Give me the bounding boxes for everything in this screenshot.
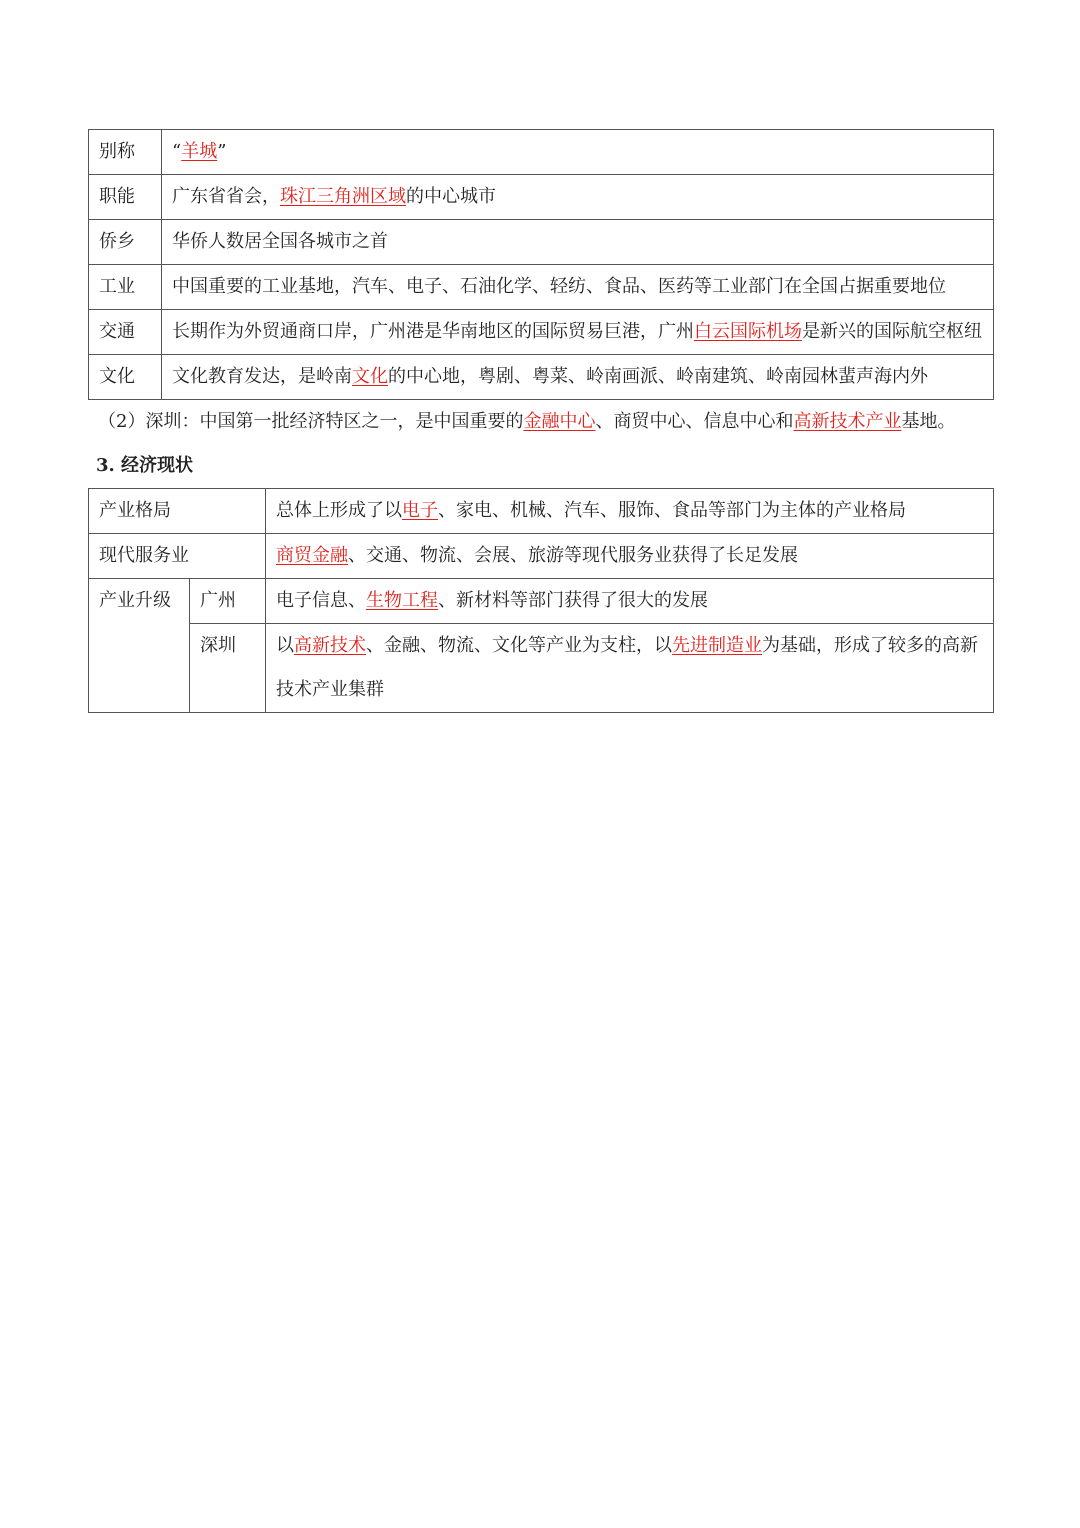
highlighted-term: 电子: [402, 500, 438, 521]
row-content: [162, 175, 994, 220]
text-run: 、交通、物流、会展、旅游等现代服务业获得了长足发展: [348, 545, 798, 566]
highlighted-term: 羊城: [181, 141, 218, 162]
text-run: 是新兴的国际航空枢纽: [802, 321, 982, 342]
highlighted-term: 高新技术产业: [793, 411, 902, 432]
text-run: 电子信息、: [276, 590, 366, 611]
row-content: [266, 579, 994, 624]
row-content: [162, 355, 994, 400]
text-run: 广东省省会，: [172, 186, 280, 207]
table-row: [89, 220, 994, 265]
text-run: 的中心地，粤剧、粤菜、岭南画派、岭南建筑、岭南园林蜚声海内外: [388, 366, 928, 387]
shenzhen-paragraph: [88, 400, 993, 444]
table-row: [89, 534, 994, 579]
row-content: [162, 220, 994, 265]
table-row: [89, 130, 994, 175]
highlighted-term: 生物工程: [366, 590, 438, 611]
row-content: [162, 130, 994, 175]
row-content: [266, 624, 994, 713]
highlighted-term: 高新技术: [294, 635, 366, 656]
text-run: 以: [276, 635, 294, 656]
upgrade-label: 产业升级: [89, 579, 190, 713]
row-label: 交通: [89, 310, 162, 355]
document-page: [88, 129, 993, 713]
row-label: 产业格局: [89, 489, 266, 534]
text-run: （2）深圳：中国第一批经济特区之一，是中国重要的: [98, 411, 524, 432]
highlighted-term: 金融中心: [523, 411, 596, 432]
text-run: ”: [217, 141, 227, 162]
text-run: 总体上形成了以: [276, 500, 402, 521]
text-run: 华侨人数居全国各城市之首: [172, 231, 388, 252]
text-run: 的中心城市: [406, 186, 496, 207]
table-row: [89, 624, 994, 713]
text-run: 、金融、物流、文化等产业为支柱，以: [366, 635, 672, 656]
highlighted-term: 白云国际机场: [694, 321, 802, 342]
row-label: 现代服务业: [89, 534, 266, 579]
text-run: 、商贸中心、信息中心和: [595, 411, 794, 432]
table-row: [89, 355, 994, 400]
text-run: “: [172, 141, 182, 162]
section-heading: 3. 经济现状: [96, 455, 194, 476]
text-run: 、新材料等部门获得了很大的发展: [438, 590, 708, 611]
text-run: 文化教育发达，是岭南: [172, 366, 352, 387]
row-content: [266, 534, 994, 579]
text-run: 基地。: [901, 411, 956, 432]
highlighted-term: 珠江三角洲区域: [280, 186, 406, 207]
table-row: [89, 310, 994, 355]
text-run: 、家电、机械、汽车、服饰、食品等部门为主体的产业格局: [438, 500, 906, 521]
table-row: [89, 175, 994, 220]
highlighted-term: 文化: [352, 366, 388, 387]
city-label: 深圳: [190, 624, 266, 713]
economy-table: [88, 488, 994, 713]
row-label: 工业: [89, 265, 162, 310]
row-content: [162, 265, 994, 310]
city-label: 广州: [190, 579, 266, 624]
table-row: [89, 265, 994, 310]
row-label: 文化: [89, 355, 162, 400]
highlighted-term: 先进制造业: [672, 635, 762, 656]
text-run: 中国重要的工业基地，汽车、电子、石油化学、轻纺、食品、医药等工业部门在全国占据重要地位: [172, 276, 946, 297]
shenzhen-paragraph-text: [98, 411, 955, 432]
guangzhou-info-table: [88, 129, 994, 400]
text-run: 为基础，形成了较多的高新技术产业集群: [276, 635, 978, 700]
table-row: [89, 489, 994, 534]
row-label: 侨乡: [89, 220, 162, 265]
highlighted-term: 商贸金融: [276, 545, 348, 566]
row-label: 别称: [89, 130, 162, 175]
text-run: 长期作为外贸通商口岸，广州港是华南地区的国际贸易巨港，广州: [172, 321, 694, 342]
row-content: [162, 310, 994, 355]
table-row: [89, 579, 994, 624]
row-label: 职能: [89, 175, 162, 220]
row-content: [266, 489, 994, 534]
